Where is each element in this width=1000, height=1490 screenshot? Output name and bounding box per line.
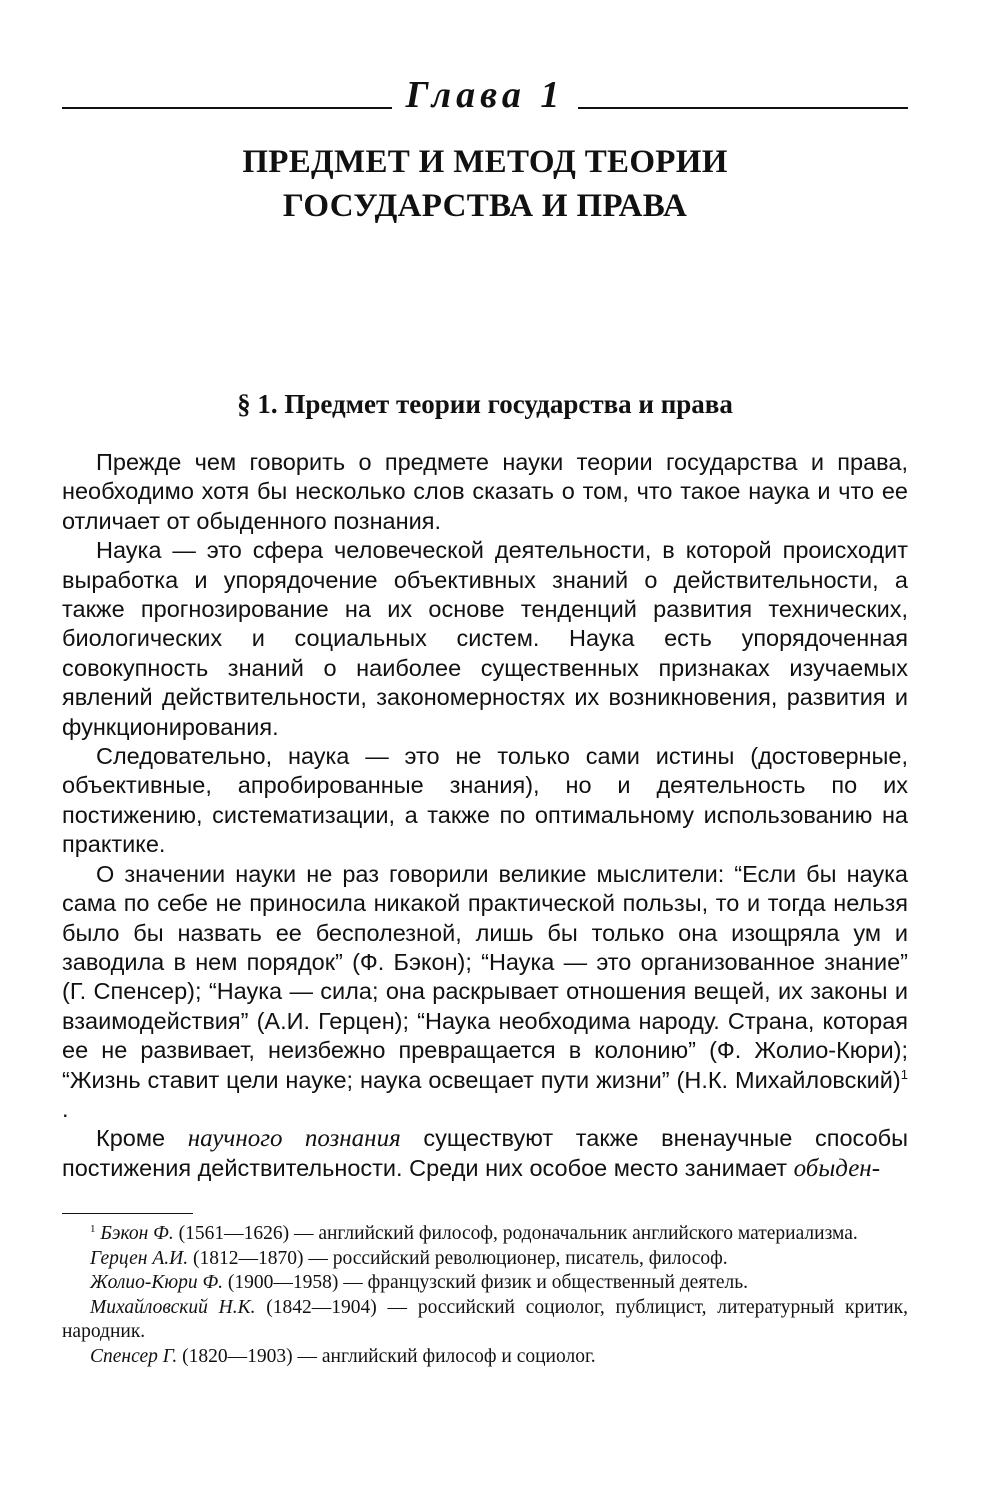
header-rule-right: [578, 107, 908, 109]
chapter-title-line-1: ПРЕДМЕТ И МЕТОД ТЕОРИИ: [242, 144, 728, 180]
footnote-joliot-curie: [62, 1271, 908, 1296]
chapter-label: Глава 1: [405, 74, 565, 116]
footnote-separator: [62, 1213, 193, 1214]
chapter-title: [62, 140, 908, 228]
footnote-spencer: [62, 1345, 908, 1370]
footnote-mikhailovsky: [62, 1296, 908, 1345]
paragraph-4-text: О значении науки не раз говорили великие мыслители: “Если бы наука сама по себе не приносила никакой практической пользы, то и тогда нельзя было бы назвать ее бесполезной, лишь бы только она изощряла ум и заводила в нем порядок” (Ф. Бэкон); “Наука — это организованное знание” (Г. Спенсер); “Наука — сила; она раскрывает отношения вещей, их законы и взаимодействия” (А.И. Герцен); “Наука необходима народу. Страна, которая ее не развивает, неизбежно превращается в колонию” (Ф. Жолио-Кюри); “Жизнь ставит цели науке; наука освещает пути жизни” (Н.К. Михайловский): [62, 860, 908, 1093]
chapter-title-line-2: ГОСУДАРСТВА И ПРАВА: [282, 188, 688, 224]
section-title: § 1. Предмет теории государства и права: [237, 389, 733, 419]
footnote-text: (1842—1904) — российский социолог, публицист, литературный критик, народник.: [62, 1296, 909, 1343]
footnote-herzen: [62, 1247, 908, 1272]
footnote-name: Жолио-Кюри Ф.: [90, 1272, 223, 1294]
paragraph-3: Следовательно, наука — это не только сами истины (достоверные, объективные, апробированные знания), но и деятельность по их постижению, систематизации, а также по оптимальному использованию на практике.: [62, 743, 908, 858]
paragraph-1: Прежде чем говорить о предмете науки теории государства и права, необходимо хотя бы несколько слов сказать о том, что такое наука и что ее отличает от обыденного познания.: [62, 449, 908, 534]
paragraph-5-mid: существуют также вненаучные способы постижения действительности. Среди них особое место занимает: [62, 1125, 908, 1181]
footnotes: [62, 1222, 908, 1370]
chapter-header: [62, 70, 908, 120]
paragraph-2: Наука — это сфера человеческой деятельности, в которой происходит выработка и упорядочение объективных знаний о действительности, а также прогнозирование на их основе тенденций развития технических, биологических и социальных систем. Наука есть упорядоченная совокупность знаний о наиболее существенных признаках изучаемых явлений действительности, закономерностях их возникновения, развития и функционирования.: [62, 537, 908, 740]
paragraph-5-start: Кроме: [96, 1125, 188, 1152]
footnote-text: (1820—1903) — английский философ и социолог.: [177, 1345, 596, 1367]
footnote-ref-1: 1: [900, 1066, 908, 1082]
paragraph-4-end: .: [62, 1095, 69, 1122]
body-text: [62, 448, 908, 1183]
emphasis-everyday: обыден-: [793, 1154, 881, 1182]
footnote-name: Спенсер Г.: [90, 1345, 178, 1367]
footnote-bacon: [62, 1222, 908, 1247]
footnote-text: (1561—1626) — английский философ, родоначальник английского материализма.: [173, 1223, 858, 1244]
emphasis-scientific-cognition: научного познания: [187, 1125, 401, 1153]
paragraph-4: [62, 860, 908, 1125]
footnote-number: 1: [90, 1223, 96, 1235]
footnote-name: Михайловский Н.К.: [90, 1296, 256, 1318]
footnote-name: Бэкон Ф.: [100, 1223, 174, 1244]
footnote-text: (1812—1870) — российский революционер, писатель, философ.: [188, 1247, 728, 1269]
footnote-name: Герцен А.И.: [90, 1247, 189, 1269]
header-rule-left: [62, 107, 392, 109]
paragraph-5: [62, 1124, 908, 1183]
footnote-text: (1900—1958) — французский физик и общественный деятель.: [223, 1272, 748, 1294]
